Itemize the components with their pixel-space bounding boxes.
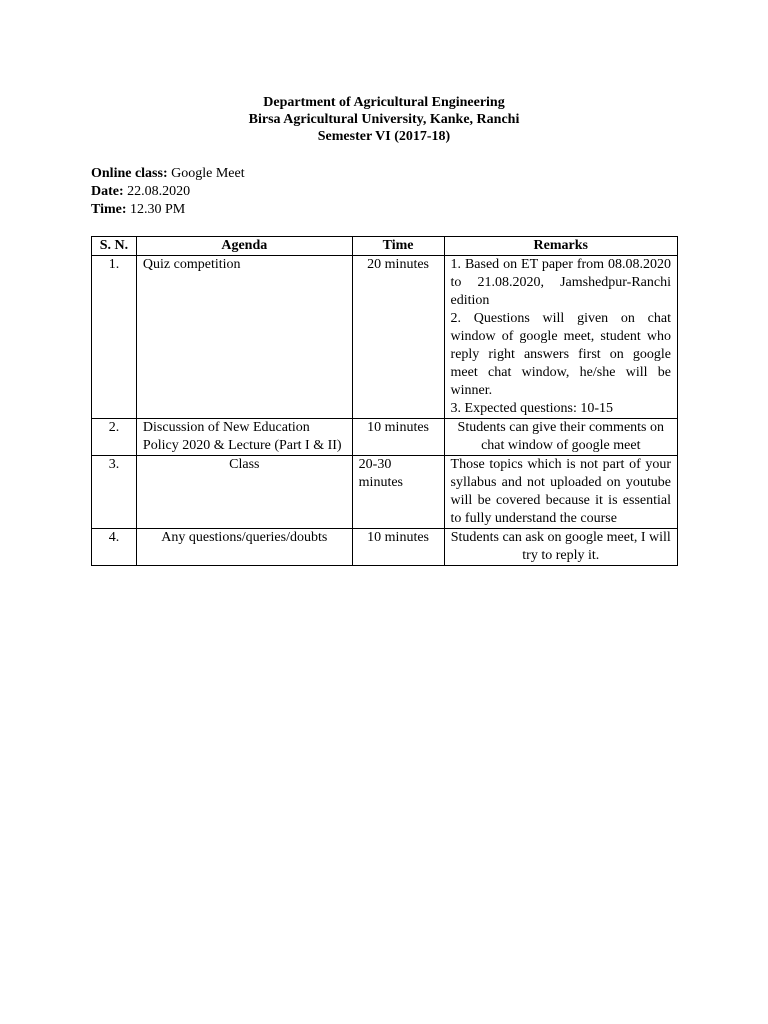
row-sn: 3. [92,456,137,529]
agenda-table [91,236,678,566]
online-class-label: Online class: [91,166,168,181]
row-remarks [444,256,677,419]
table-row [92,256,678,419]
department-title: Department of Agricultural Engineering [263,95,505,110]
table-row [92,419,678,456]
header-sn: S. N. [92,237,137,256]
date-value: 22.08.2020 [127,184,191,199]
row-time: 10 minutes [352,529,444,566]
row-remarks: Students can give their comments on chat window of google meet [444,419,677,456]
row-sn: 2. [92,419,137,456]
row-sn: 1. [92,256,137,419]
row-agenda: Discussion of New Education Policy 2020 & Lecture (Part I & II) [136,419,352,456]
table-header-row [92,237,678,256]
remark-line: 2. Questions will given on chat window of google meet, student who reply right answers first on google meet chat window, he/she will be winner. [450,311,671,398]
remark-line: 3. Expected questions: 10-15 [450,401,614,416]
online-class-line [91,165,245,183]
table-row [92,456,678,529]
date-label: Date: [91,184,124,199]
row-time: 10 minutes [352,419,444,456]
date-line [91,183,245,201]
row-agenda: Any questions/queries/doubts [136,529,352,566]
semester-title: Semester VI (2017-18) [317,129,451,144]
row-agenda: Quiz competition [136,256,352,419]
header-agenda: Agenda [136,237,352,256]
row-agenda: Class [136,456,352,529]
time-value: 12.30 PM [130,202,186,217]
row-remarks: Students can ask on google meet, I will try to reply it. [444,529,677,566]
time-label: Time: [91,202,127,217]
row-sn: 4. [92,529,137,566]
header-time: Time [352,237,444,256]
class-details [91,165,245,219]
university-title: Birsa Agricultural University, Kanke, Ranchi [248,112,520,127]
row-time: 20-30 minutes [352,456,444,529]
document-header [0,94,768,145]
table-row [92,529,678,566]
header-remarks: Remarks [444,237,677,256]
remark-line: 1. Based on ET paper from 08.08.2020 to 21.08.2020, Jamshedpur-Ranchi edition [450,257,671,308]
row-time: 20 minutes [352,256,444,419]
row-remarks: Those topics which is not part of your syllabus and not uploaded on youtube will be covered because it is essential to fully understand the course [444,456,677,529]
time-line [91,201,245,219]
online-class-value: Google Meet [171,166,245,181]
